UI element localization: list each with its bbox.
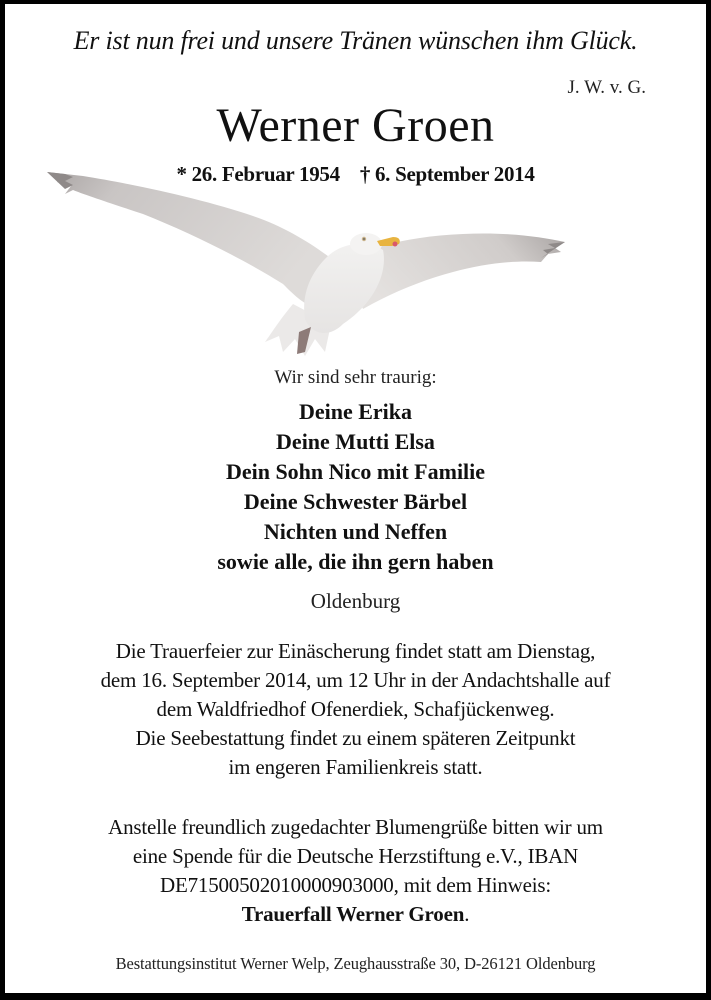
mourners-intro: Wir sind sehr traurig: [274,367,437,388]
place: Oldenburg [310,589,401,613]
birth-date: * 26. Februar 1954 [176,162,340,186]
donation-line: Anstelle freundlich zugedachter Blumengrüße bitten wir um [108,815,603,839]
life-dates [5,162,706,187]
ceremony-line: im engeren Familienkreis statt. [228,755,483,779]
mourner: Deine Erika [298,399,413,424]
ceremony-line: dem 16. September 2014, um 12 Uhr in der Andachtshalle auf [100,668,611,692]
mourner: Deine Mutti Elsa [276,429,435,454]
ceremony-line: dem Waldfriedhof Ofenerdiek, Schafjückenweg. [156,697,555,721]
donation-line: DE71500502010000903000, mit dem Hinweis: [160,873,551,897]
ceremony-line: Die Seebestattung findet zu einem späteren Zeitpunkt [135,726,576,750]
ceremony-details [5,637,706,782]
donation-reference-line [5,900,706,929]
donation-request [5,813,706,929]
deceased-name: Werner Groen [216,99,495,152]
mourners-list [5,397,706,577]
mourner: Nichten und Neffen [263,519,448,544]
death-date: † 6. September 2014 [359,162,535,186]
mourner: Dein Sohn Nico mit Familie [225,459,486,484]
donation-line: eine Spende für die Deutsche Herzstiftung e.V., IBAN [132,844,579,868]
donation-reference-suffix: . [464,902,470,926]
undertaker-info: Bestattungsinstitut Werner Welp, Zeughausstraße 30, D-26121 Oldenburg [115,954,596,973]
ceremony-line: Die Trauerfeier zur Einäscherung findet statt am Dienstag, [115,639,596,663]
obituary-notice [5,4,706,993]
donation-reference: Trauerfall Werner Groen [241,902,465,926]
seagull-icon [43,164,573,364]
mourner: sowie alle, die ihn gern haben [217,549,494,574]
quote-author: J. W. v. G. [567,77,646,98]
quote: Er ist nun frei und unsere Tränen wünschen ihm Glück. [73,26,638,55]
mourner: Deine Schwester Bärbel [243,489,468,514]
